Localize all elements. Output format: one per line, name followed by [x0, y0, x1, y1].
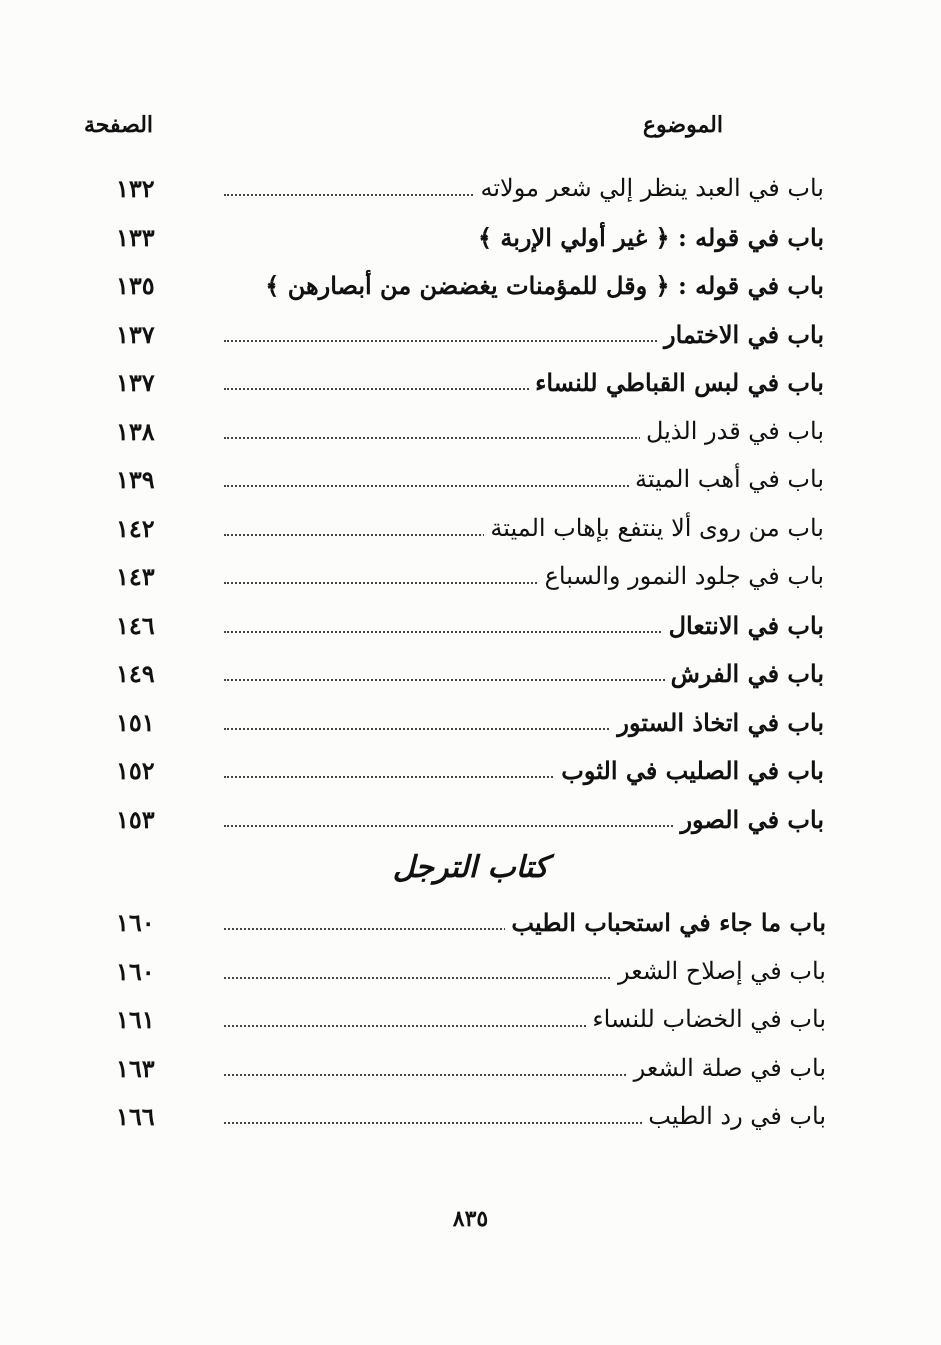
entry-title: باب في الفرش: [665, 659, 824, 688]
entry-title: باب في قوله : ﴿ غير أولي الإربة ﴾: [472, 223, 824, 252]
entry-title: باب في قوله : ﴿ وقل للمؤمنات يغضضن من أبصارهن ﴾: [259, 271, 824, 300]
entry-page: ١٣٨: [116, 416, 155, 446]
entry-page: ١٥١: [116, 707, 155, 737]
toc-entry: [84, 168, 824, 217]
entry-page: ١٦٠: [116, 908, 155, 937]
toc-entry: [84, 702, 824, 751]
entry-title: باب في إصلاح الشعر: [612, 957, 826, 985]
entry-page: ١٦٣: [116, 1053, 155, 1083]
entry-title: باب في الصليب في الثوب: [555, 756, 824, 785]
toc-entry: [84, 362, 824, 411]
toc-entry: [84, 799, 824, 848]
toc-entry: [84, 556, 824, 605]
toc-entry: [84, 314, 824, 363]
entry-title: باب في الانتعال: [663, 611, 824, 640]
entry-title: باب في صلة الشعر: [628, 1054, 826, 1082]
page-number: ٨٣٥: [452, 1206, 489, 1232]
toc-entry: [84, 750, 824, 799]
toc-entry: [84, 508, 824, 557]
entry-title: باب في رد الطيب: [642, 1102, 826, 1130]
entry-title: باب في قدر الذيل: [640, 417, 824, 445]
toc-entry: [84, 1096, 826, 1145]
entry-page: ١٣٣: [116, 222, 155, 252]
toc-list: [84, 168, 824, 847]
toc-entry: [84, 265, 824, 314]
toc-entry: [84, 217, 824, 266]
entry-title: باب من روى ألا ينتفع بإهاب الميتة: [484, 514, 824, 542]
entry-title: باب في اتخاذ الستور: [611, 708, 824, 737]
entry-page: ١٤٣: [116, 562, 155, 591]
entry-title: باب في الاختمار: [658, 320, 824, 349]
entry-page: ١٣٧: [116, 319, 155, 349]
entry-page: ١٦٠: [116, 956, 155, 986]
entry-page: ١٣٧: [116, 368, 155, 397]
toc-entry: [84, 411, 824, 460]
entry-page: ١٤٦: [116, 610, 155, 640]
entry-page: ١٤٩: [116, 659, 155, 688]
toc-entry: [84, 1048, 826, 1097]
toc-entry: [84, 653, 824, 702]
entry-title: باب في الصور: [674, 805, 824, 834]
toc-entry: [84, 605, 824, 654]
entry-page: ١٣٢: [116, 174, 155, 203]
entry-page: ١٣٥: [116, 271, 155, 300]
entry-title: باب ما جاء في استحباب الطيب: [505, 908, 826, 937]
entry-title: باب في أهب الميتة: [629, 465, 824, 493]
entry-page: ١٣٩: [116, 465, 155, 494]
toc-entry: [84, 951, 826, 1000]
entry-title: باب في جلود النمور والسباع: [539, 562, 824, 590]
toc-entry: [84, 459, 824, 508]
entry-page: ١٦١: [116, 1005, 155, 1034]
entry-page: ١٥٢: [116, 756, 155, 785]
entry-page: ١٤٢: [116, 513, 155, 543]
section-heading: كتاب الترجل: [392, 850, 549, 885]
page-column-label: الصفحة: [84, 112, 154, 138]
entry-title: باب في الخضاب للنساء: [586, 1005, 826, 1033]
toc-list-2: [84, 902, 826, 1145]
toc-entry: [84, 902, 826, 951]
toc-header: [84, 112, 723, 148]
topic-column-label: الموضوع: [642, 112, 723, 138]
entry-page: ١٦٦: [116, 1102, 155, 1131]
toc-entry: [84, 999, 826, 1048]
entry-page: ١٥٣: [116, 804, 155, 834]
entry-title: باب في العبد ينظر إلي شعر مولاته: [475, 174, 825, 202]
entry-title: باب في لبس القباطي للنساء: [529, 368, 824, 397]
